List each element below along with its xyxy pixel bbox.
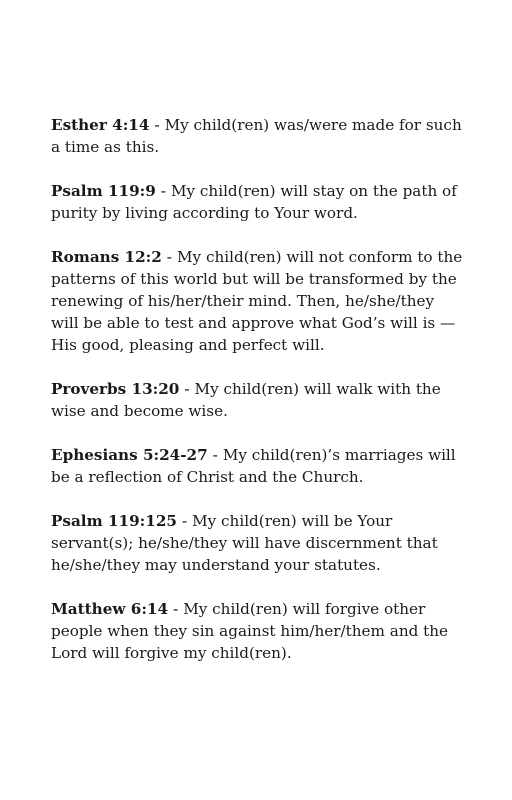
verse-reference: Esther 4:14	[51, 116, 150, 134]
verse-romans	[51, 246, 463, 356]
verse-psalm-119-9	[51, 180, 463, 224]
verse-separator: -	[168, 600, 184, 618]
verse-text: My child(ren) will be Your servant(s); he/she/they will have discernment that he/she/they may understand your statutes.	[51, 512, 438, 574]
verse-text: My child(ren) will walk with the wise and become wise.	[51, 380, 441, 420]
verse-separator: -	[207, 446, 223, 464]
verse-proverbs	[51, 378, 463, 422]
verse-reference: Psalm 119:9	[51, 182, 156, 200]
verse-text: My child(ren) was/were made for such a time as this.	[51, 116, 462, 156]
verse-reference: Ephesians 5:24-27	[51, 446, 208, 464]
verse-separator: -	[155, 182, 171, 200]
verse-reference: Romans 12:2	[51, 248, 162, 266]
verse-text: My child(ren) will stay on the path of purity by living according to Your word.	[51, 182, 457, 222]
verse-list	[51, 114, 463, 686]
verse-ephesians	[51, 444, 463, 488]
verse-reference: Proverbs 13:20	[51, 380, 180, 398]
verse-reference: Matthew 6:14	[51, 600, 169, 618]
verse-text: My child(ren) will not conform to the patterns of this world but will be transformed by the renewing of his/her/their mind. Then, he/she/they will be able to test and approve what God’s will is — His good, pleasing and perfect will.	[51, 248, 463, 354]
verse-esther	[51, 114, 463, 158]
verse-separator: -	[149, 116, 165, 134]
verse-reference: Psalm 119:125	[51, 512, 177, 530]
verse-text: My child(ren) will forgive other people when they sin against him/her/them and the Lord will forgive my child(ren).	[51, 600, 449, 662]
verse-text: My child(ren)’s marriages will be a reflection of Christ and the Church.	[51, 446, 456, 486]
verse-separator: -	[176, 512, 193, 530]
verse-matthew	[51, 598, 463, 664]
verse-separator: -	[161, 248, 177, 266]
verse-psalm-119-125	[51, 510, 463, 576]
verse-separator: -	[179, 380, 195, 398]
